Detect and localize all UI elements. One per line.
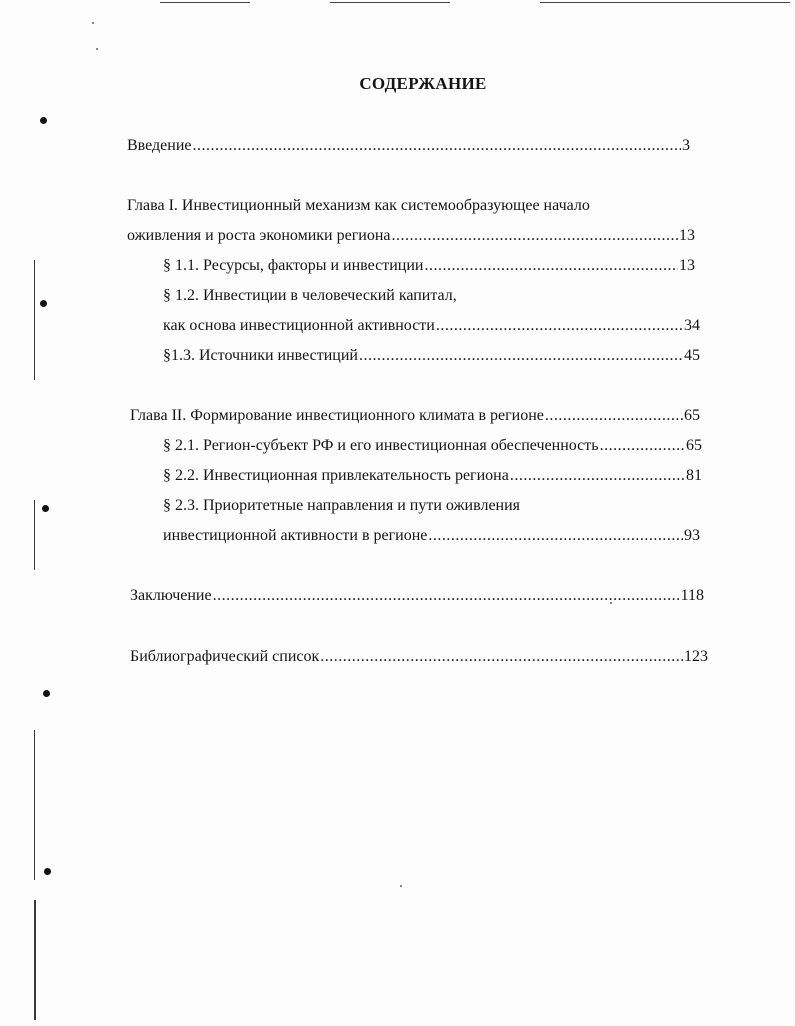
toc-entry-label: §1.3. Источники инвестиций bbox=[163, 347, 358, 364]
scan-edge-left bbox=[34, 260, 35, 380]
toc-section-2-3-line-1: § 2.3. Приоритетные направления и пути оживления bbox=[163, 497, 521, 514]
toc-entry-page: 123 bbox=[684, 648, 708, 665]
toc-entry-label: Глава II. Формирование инвестиционного климата в регионе bbox=[130, 407, 544, 424]
scan-speck bbox=[400, 885, 402, 887]
toc-entry-page: 65 bbox=[686, 437, 702, 454]
scan-edge-top bbox=[160, 2, 250, 3]
dot-leader bbox=[391, 226, 678, 246]
dot-leader bbox=[545, 406, 683, 426]
page-title: СОДЕРЖАНИЕ bbox=[359, 74, 487, 93]
toc-entry-chapter-2 bbox=[130, 406, 700, 426]
toc-entry-section-1-1 bbox=[163, 256, 695, 276]
scan-edge-left bbox=[34, 500, 35, 570]
toc-entry-section-2-1 bbox=[163, 436, 702, 456]
binding-hole-mark bbox=[43, 690, 50, 697]
toc-entry-page: 93 bbox=[684, 527, 700, 544]
dot-leader bbox=[424, 256, 678, 276]
toc-entry-page: 118 bbox=[680, 587, 704, 604]
toc-entry-bibliography bbox=[130, 647, 708, 667]
scan-edge-left bbox=[34, 730, 35, 880]
toc-entry-page: 45 bbox=[684, 347, 700, 364]
dot-leader bbox=[428, 526, 683, 546]
toc-entry-section-1-2 bbox=[163, 316, 700, 336]
toc-section-1-2-line-1: § 1.2. Инвестиции в человеческий капитал, bbox=[163, 287, 457, 304]
scan-edge-top bbox=[540, 2, 790, 3]
toc-entry-chapter-1 bbox=[127, 226, 695, 246]
toc-entry-intro bbox=[127, 136, 690, 156]
dot-leader bbox=[510, 466, 685, 486]
scan-speck bbox=[92, 22, 94, 24]
scan-edge-top bbox=[330, 2, 450, 3]
toc-chapter-1-line-1: Глава I. Инвестиционный механизм как системообразующее начало bbox=[127, 197, 590, 214]
toc-entry-page: 65 bbox=[684, 407, 700, 424]
scan-edge-left bbox=[34, 900, 36, 1020]
toc-entry-label: § 1.1. Ресурсы, факторы и инвестиции bbox=[163, 257, 424, 274]
toc-entry-conclusion bbox=[130, 586, 704, 606]
toc-entry-label: Введение bbox=[127, 137, 192, 154]
dot-leader bbox=[600, 436, 685, 456]
toc-entry-label: Заключение bbox=[130, 587, 212, 604]
toc-entry-label: инвестиционной активности в регионе bbox=[163, 527, 428, 544]
scan-speck bbox=[96, 48, 98, 50]
toc-entry-label: § 2.2. Инвестиционная привлекательность региона bbox=[163, 467, 509, 484]
binding-hole-mark bbox=[44, 868, 51, 875]
dot-leader bbox=[193, 136, 682, 156]
dot-leader bbox=[436, 316, 683, 336]
toc-entry-section-2-2 bbox=[163, 466, 702, 486]
dot-leader bbox=[359, 346, 683, 366]
toc-entry-page: 34 bbox=[684, 317, 700, 334]
toc-entry-section-1-3 bbox=[163, 346, 700, 366]
toc-entry-page: 13 bbox=[679, 227, 695, 244]
binding-hole-mark bbox=[40, 300, 47, 307]
toc-entry-label: § 2.1. Регион-субъект РФ и его инвестиционная обеспеченность bbox=[163, 437, 599, 454]
toc-entry-label: оживления и роста экономики региона bbox=[127, 227, 391, 244]
toc-entry-page: 3 bbox=[682, 137, 690, 154]
toc-entry-page: 13 bbox=[679, 257, 695, 274]
dot-leader bbox=[213, 586, 680, 606]
toc-entry-label: как основа инвестиционной активности bbox=[163, 317, 435, 334]
binding-hole-mark bbox=[42, 505, 49, 512]
toc-entry-section-2-3 bbox=[163, 526, 700, 546]
toc-entry-page: 81 bbox=[686, 467, 702, 484]
toc-entry-label: Библиографический список bbox=[130, 648, 320, 665]
dot-leader bbox=[320, 647, 683, 667]
binding-hole-mark bbox=[40, 117, 47, 124]
